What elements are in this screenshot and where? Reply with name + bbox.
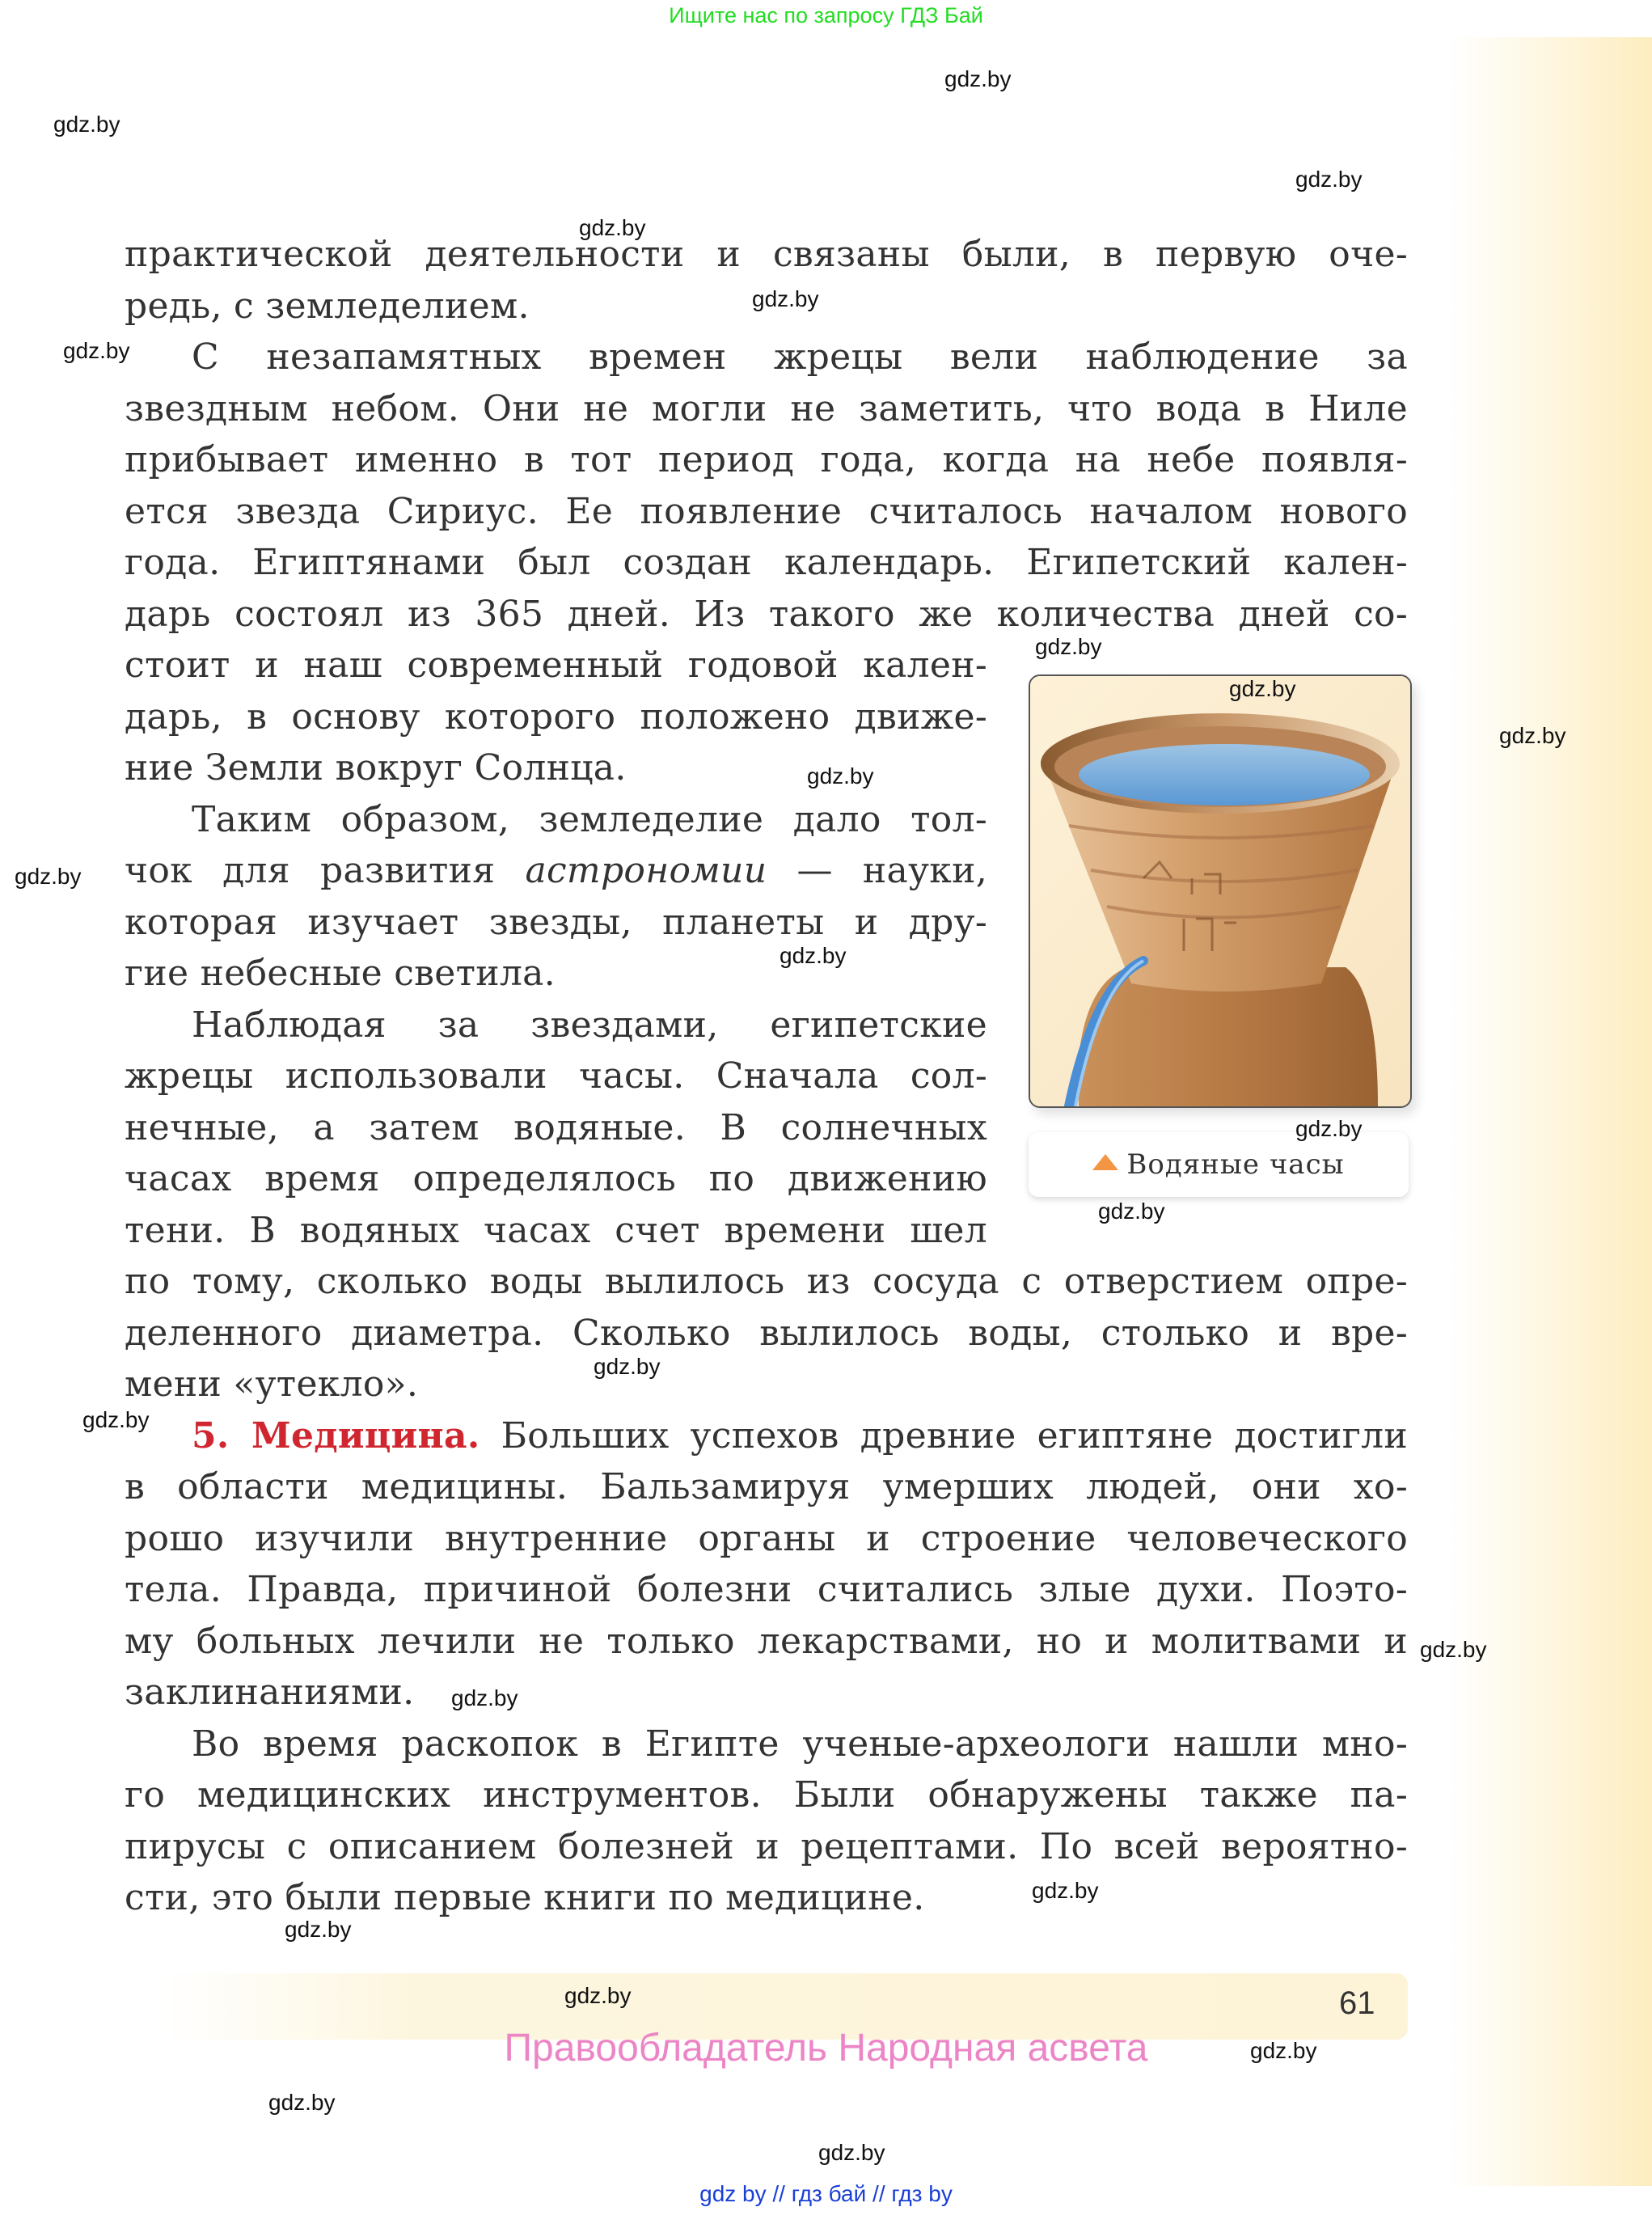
page-number: 61	[1339, 1985, 1375, 2021]
watermark-text: gdz.by	[82, 1407, 150, 1432]
watermark-text: gdz.by	[944, 66, 1012, 91]
watermark-text: gdz.by	[63, 338, 130, 363]
text-line: в области медицины. Бальзамируя умерших людей, они хо-	[125, 1466, 1408, 1507]
text-line: мени «утекло».	[125, 1364, 419, 1405]
watermark-text: gdz.by	[579, 215, 646, 240]
watermark-text: gdz.by	[780, 943, 847, 968]
watermark-text: gdz.by	[268, 2090, 336, 2115]
text-line: прибывает именно в тот период года, когда на небе появля-	[125, 439, 1408, 480]
text-line: ется звезда Сириус. Ее появление считалось началом нового	[125, 490, 1408, 532]
term-astronomy: астрономии	[525, 850, 767, 891]
text-line: заклинаниями.	[125, 1672, 415, 1713]
text-line: года. Египтянами был создан календарь. Египетский кален-	[125, 542, 1408, 583]
text-line: нечные, а затем водяные. В солнечных	[125, 1106, 987, 1148]
text-line: тени. В водяных часах счет времени шел	[125, 1209, 987, 1251]
watermark-text: gdz.by	[807, 763, 874, 789]
decorative-side-strip	[1447, 37, 1652, 2186]
text-line: дарь, в основу которого положено движе-	[125, 696, 987, 738]
text-line: тела. Правда, причиной болезни считались злые духи. Поэто-	[125, 1569, 1408, 1610]
text-fragment: — науки,	[767, 850, 987, 891]
watermark-text: gdz.by	[1035, 634, 1102, 659]
text-line: по тому, сколько воды вылилось из сосуда с отверстием опре-	[125, 1261, 1408, 1302]
watermark-text: gdz.by	[818, 2140, 885, 2165]
text-line: сти, это были первые книги по медицине.	[125, 1877, 925, 1918]
watermark-text: gdz.by	[451, 1685, 518, 1710]
text-line	[125, 1410, 1408, 1462]
figure-caption-text: Водяные часы	[1126, 1148, 1345, 1181]
text-fragment: чок для развития	[125, 850, 526, 891]
text-line: жрецы использовали часы. Сначала сол-	[125, 1055, 987, 1097]
text-line: дарь состоял из 365 дней. Из такого же количества дней со-	[125, 593, 1408, 635]
watermark-text: gdz.by	[1295, 167, 1363, 192]
text-line: му больных лечили не только лекарствами, но и молитвами и	[125, 1620, 1408, 1662]
text-line: часах время определялось по движению	[125, 1158, 987, 1199]
watermark-text: gdz.by	[564, 1983, 632, 2008]
text-line	[125, 845, 987, 897]
watermark-text: gdz.by	[1229, 676, 1296, 701]
watermark-text: gdz.by	[1098, 1199, 1165, 1224]
watermark-text: gdz.by	[53, 112, 120, 137]
text-line: С незапамятных времен жрецы вели наблюдение за	[192, 336, 1408, 378]
footer-links[interactable]: gdz by // гдз бай // гдз by	[699, 2181, 953, 2206]
text-fragment: Больших успехов древние египтяне достигли	[480, 1414, 1408, 1457]
watermark-text: gdz.by	[1032, 1878, 1099, 1903]
text-line: которая изучает звезды, планеты и дру-	[125, 901, 987, 943]
water-clock-illustration	[1029, 674, 1412, 1108]
text-line: Таким образом, земледелие дало тол-	[192, 798, 987, 840]
text-line: Во время раскопок в Египте ученые-археологи нашли мно-	[192, 1723, 1408, 1765]
text-line: гие небесные светила.	[125, 953, 556, 994]
text-line: редь, с земледелием.	[125, 285, 530, 327]
triangle-marker-icon	[1092, 1154, 1118, 1170]
figure-caption	[1029, 1132, 1409, 1197]
watermark-text: gdz.by	[1295, 1116, 1363, 1141]
text-line: Наблюдая за звездами, египетские	[192, 1004, 987, 1046]
text-line: деленного диаметра. Сколько вылилось воды, столько и вре-	[125, 1312, 1408, 1354]
section-heading-medicine: 5. Медицина.	[192, 1414, 480, 1457]
text-line: пирусы с описанием болезней и рецептами. По всей вероятно-	[125, 1825, 1408, 1867]
text-line: го медицинских инструментов. Были обнаружены также па-	[125, 1774, 1408, 1816]
text-line: стоит и наш современный годовой кален-	[125, 645, 987, 686]
watermark-text: gdz.by	[15, 864, 82, 889]
text-line: звездным небом. Они не могли не заметить, что вода в Ниле	[125, 387, 1408, 429]
watermark-text: gdz.by	[1499, 723, 1566, 748]
watermark-text: gdz.by	[1250, 2038, 1317, 2063]
water-clock-vessel-icon	[1030, 676, 1410, 1106]
text-line: рошо изучили внутренние органы и строение человеческого	[125, 1517, 1408, 1559]
top-banner: Ищите нас по запросу ГДЗ Бай	[669, 3, 983, 27]
text-line: ние Земли вокруг Солнца.	[125, 747, 627, 789]
watermark-text: gdz.by	[752, 286, 819, 311]
watermark-text: gdz.by	[285, 1917, 352, 1942]
watermark-text: gdz.by	[594, 1354, 661, 1379]
watermark-text: gdz.by	[1420, 1637, 1487, 1662]
text-line: практической деятельности и связаны были, в первую оче-	[125, 234, 1408, 275]
copyright-notice: Правообладатель Народная асвета	[504, 2027, 1148, 2070]
